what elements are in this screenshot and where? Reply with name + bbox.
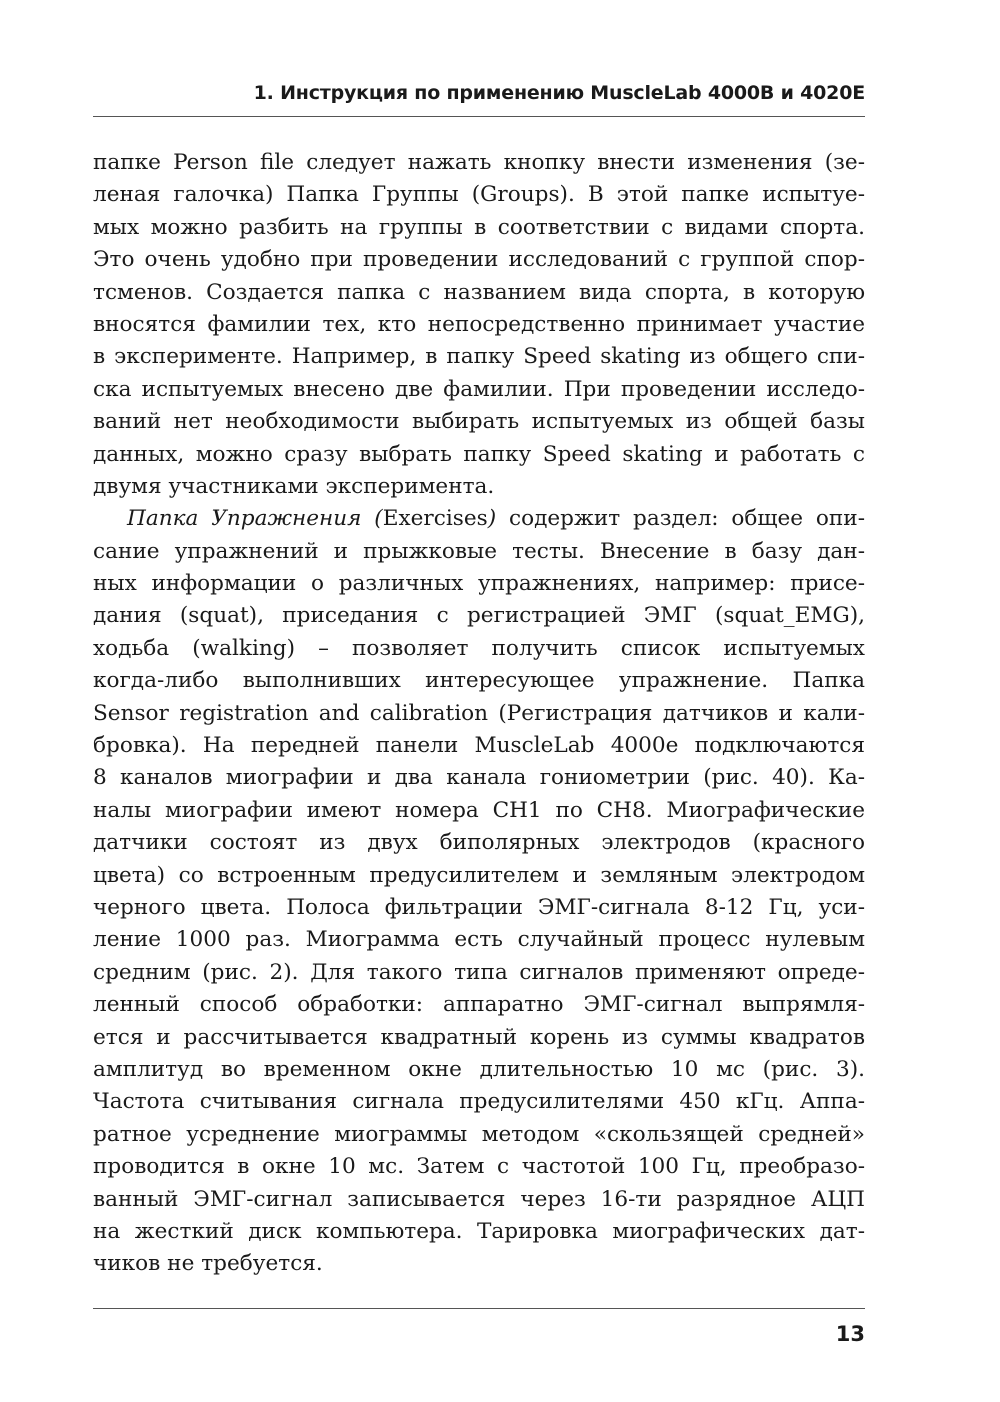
paragraph-2-line: когда-либо выполнивших интересующее упражнение. Папка bbox=[93, 668, 865, 694]
paragraph-2-line: дания (squat), приседания с регистрацией ЭМГ (squat_EMG), bbox=[93, 603, 865, 629]
paragraph-1-line: ваний нет необходимости выбирать испытуемых из общей базы bbox=[93, 409, 865, 435]
paragraph-1-line: тсменов. Создается папка с названием вида спорта, в которую bbox=[93, 279, 865, 305]
paragraph-1-line: в эксперименте. Например, в папку Speed skating из общего спи- bbox=[93, 344, 865, 370]
paragraph-2-line: бровка). На передней панели MuscleLab 4000e подключаются bbox=[93, 733, 865, 759]
paragraph-1-line: данных, можно сразу выбрать папку Speed skating и работать с bbox=[93, 441, 865, 467]
exercises-folder-close-paren: ) bbox=[487, 506, 497, 532]
paragraph-1-line: ска испытуемых внесено две фамилии. При проведении исследо- bbox=[93, 376, 865, 402]
paragraph-1-line: Это очень удобно при проведении исследований с группой спор- bbox=[93, 247, 865, 273]
paragraph-2-line: чиков не требуется. bbox=[93, 1251, 323, 1277]
paragraph-2-line: налы миографии имеют номера CH1 по CH8. Миографические bbox=[93, 797, 865, 823]
paragraph-2-line: черного цвета. Полоса фильтрации ЭМГ-сигнала 8-12 Гц, уси- bbox=[93, 894, 865, 920]
paragraph-1-line: леная галочка) Папка Группы (Groups). В этой папке испытуе- bbox=[93, 182, 865, 208]
paragraph-2-line: ленный способ обработки: аппаратно ЭМГ-сигнал выпрямля- bbox=[93, 992, 865, 1018]
paragraph-2-line: ходьба (walking) – позволяет получить список испытуемых bbox=[93, 635, 865, 661]
body-text bbox=[93, 147, 865, 1281]
exercises-folder-title: Папка Упражнения ( bbox=[127, 506, 383, 532]
paragraph-1-line: двумя участниками эксперимента. bbox=[93, 473, 495, 499]
running-head: 1. Инструкция по применению MuscleLab 4000B и 4020E bbox=[253, 82, 865, 104]
paragraph-2-line: ратное усреднение миограммы методом «скользящей средней» bbox=[93, 1121, 865, 1147]
paragraph-2-line: цвета) со встроенным предусилителем и земляным электродом bbox=[93, 862, 865, 888]
footer-rule bbox=[93, 1308, 865, 1309]
paragraph-2-first-line-rest: содержит раздел: общее опи- bbox=[496, 506, 865, 532]
paragraph-2-line: датчики состоят из двух биполярных электродов (красного bbox=[93, 830, 865, 856]
header-rule bbox=[93, 116, 865, 117]
paragraph-2-line: Sensor registration and calibration (Регистрация датчиков и кали- bbox=[93, 700, 865, 726]
paragraph-1-line: мых можно разбить на группы в соответствии с видами спорта. bbox=[93, 214, 865, 240]
paragraph-2-line: на жесткий диск компьютера. Тарировка миографических дат- bbox=[93, 1218, 865, 1244]
paragraph-2-line: проводится в окне 10 мс. Затем с частотой 100 Гц, преобразо- bbox=[93, 1154, 865, 1180]
paragraph-2-line: ется и рассчитывается квадратный корень из суммы квадратов bbox=[93, 1024, 865, 1050]
exercises-folder-english: Exercises bbox=[382, 506, 488, 532]
paragraph-1-line: папке Person file следует нажать кнопку внести изменения (зе- bbox=[93, 150, 865, 175]
paragraph-2-first-line bbox=[93, 503, 865, 535]
paragraph-2-line: ление 1000 раз. Миограмма есть случайный процесс нулевым bbox=[93, 927, 865, 953]
paragraph-2-line: амплитуд во временном окне длительностью 10 мс (рис. 3). bbox=[93, 1056, 865, 1082]
paragraph-1-line: вносятся фамилии тех, кто непосредственно принимает участие bbox=[93, 311, 865, 337]
paragraph-2-line: Частота считывания сигнала предусилителями 450 кГц. Аппа- bbox=[93, 1089, 865, 1115]
paragraph-2-line: ных информации о различных упражнениях, например: присе- bbox=[93, 571, 865, 597]
page-number: 13 bbox=[835, 1322, 865, 1346]
paragraph-2-line: ванный ЭМГ-сигнал записывается через 16-ти разрядное АЦП bbox=[93, 1186, 865, 1212]
paragraph-2-line: средним (рис. 2). Для такого типа сигналов применяют опреде- bbox=[93, 959, 865, 985]
paragraph-2-line: 8 каналов миографии и два канала гониометрии (рис. 40). Ка- bbox=[93, 765, 865, 791]
paragraph-2-line: сание упражнений и прыжковые тесты. Внесение в базу дан- bbox=[93, 538, 865, 564]
